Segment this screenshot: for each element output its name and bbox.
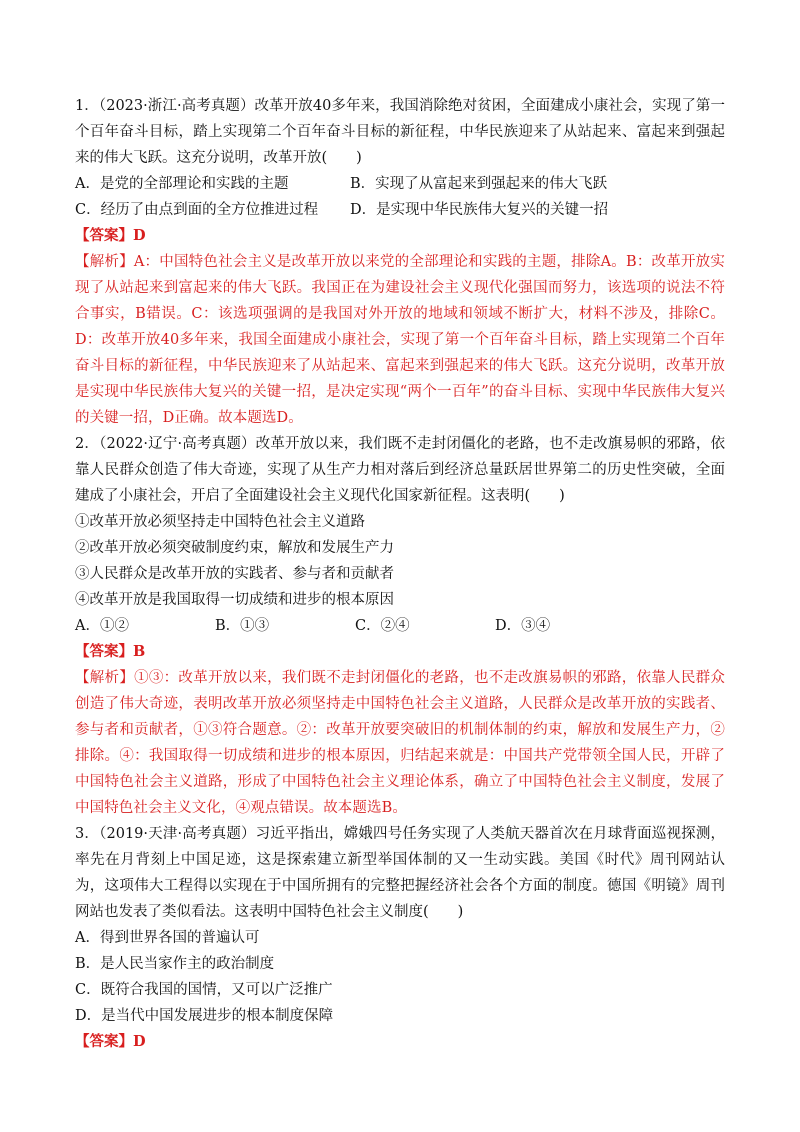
question-2-options [75, 613, 725, 639]
question-2-item-1: ①改革开放必须坚持走中国特色社会主义道路 [75, 514, 365, 530]
question-1-option-d: D．是实现中华民族伟大复兴的关键一招 [350, 202, 609, 218]
question-2-option-c: C．②④ [355, 618, 410, 634]
question-2-answer: 【答案】B [75, 643, 146, 660]
question-1-options-row-1 [75, 171, 725, 197]
question-1-answer: 【答案】D [75, 227, 146, 244]
question-1-stem: 1．（2023·浙江·高考真题）改革开放40多年来，我国消除绝对贫困，全面建成小康社会，实现了第一个百年奋斗目标，踏上实现第二个百年奋斗目标的新征程，中华民族迎来了从站起来、富起来到强起来的伟大飞跃。这充分说明，改革开放( ) [75, 98, 725, 166]
question-3-answer: 【答案】D [75, 1033, 146, 1050]
question-3-option-b: B．是人民当家作主的政治制度 [75, 956, 275, 972]
question-2-stem: 2．（2022·辽宁·高考真题）改革开放以来，我们既不走封闭僵化的老路，也不走改旗易帜的邪路，依靠人民群众创造了伟大奇迹，实现了从生产力相对落后到经济总量跃居世界第二的历史性突破，全面建成了小康社会，开启了全面建设社会主义现代化国家新征程。这表明( ) [75, 436, 725, 504]
question-2-item-2: ②改革开放必须突破制度约束，解放和发展生产力 [75, 540, 394, 556]
question-2-item-4: ④改革开放是我国取得一切成绩和进步的根本原因 [75, 592, 394, 608]
document-content [75, 93, 725, 1055]
question-3-option-a: A．得到世界各国的普遍认可 [75, 930, 260, 946]
question-3-option-c: C．既符合我国的国情，又可以广泛推广 [75, 982, 333, 998]
question-1-option-a: A．是党的全部理论和实践的主题 [75, 176, 289, 192]
question-2-option-b: B．①③ [215, 618, 270, 634]
question-2-explanation: 【解析】①③：改革开放以来，我们既不走封闭僵化的老路，也不走改旗易帜的邪路，依靠人民群众创造了伟大奇迹，表明改革开放必须坚持走中国特色社会主义道路，人民群众是改革开放的实践者、参与者和贡献者，①③符合题意。②：改革开放要突破旧的机制体制的约束，解放和发展生产力，②排除。④：我国取得一切成绩和进步的根本原因，归结起来就是：中国共产党带领全国人民，开辟了中国特色社会主义道路，形成了中国特色社会主义理论体系，确立了中国特色社会主义制度，发展了中国特色社会主义文化，④观点错误。故本题选B。 [75, 670, 725, 816]
question-3-option-d: D．是当代中国发展进步的根本制度保障 [75, 1008, 334, 1024]
question-2 [75, 431, 725, 821]
question-2-option-a: A．①② [75, 618, 129, 634]
question-2-item-3: ③人民群众是改革开放的实践者、参与者和贡献者 [75, 566, 394, 582]
question-1-explanation: 【解析】A：中国特色社会主义是改革开放以来党的全部理论和实践的主题，排除A。B：改革开放实现了从站起来到富起来的伟大飞跃。我国正在为建设社会主义现代化强国而努力，该选项的说法不符合事实，B错误。C：该选项强调的是我国对外开放的地域和领域不断扩大，材料不涉及，排除C。D：改革开放40多年来，我国全面建成小康社会，实现了第一个百年奋斗目标，踏上实现第二个百年奋斗目标的新征程，中华民族迎来了从站起来、富起来到强起来的伟大飞跃。这充分说明，改革开放是实现中华民族伟大复兴的关键一招，是决定实现“两个一百年”的奋斗目标、实现中华民族伟大复兴的关键一招，D正确。故本题选D。 [75, 254, 725, 426]
question-3 [75, 821, 725, 1055]
question-2-option-d: D．③④ [495, 618, 551, 634]
question-1-option-b: B．实现了从富起来到强起来的伟大飞跃 [350, 176, 608, 192]
question-1 [75, 93, 725, 431]
question-1-option-c: C．经历了由点到面的全方位推进过程 [75, 202, 319, 218]
question-1-options-row-2 [75, 197, 725, 223]
question-3-stem: 3．（2019·天津·高考真题）习近平指出，嫦娥四号任务实现了人类航天器首次在月球背面巡视探测，率先在月背刻上中国足迹，这是探索建立新型举国体制的又一生动实践。美国《时代》周刊网站认为，这项伟大工程得以实现在于中国所拥有的完整把握经济社会各个方面的制度。德国《明镜》周刊网站也发表了类似看法。这表明中国特色社会主义制度( ) [75, 826, 725, 920]
